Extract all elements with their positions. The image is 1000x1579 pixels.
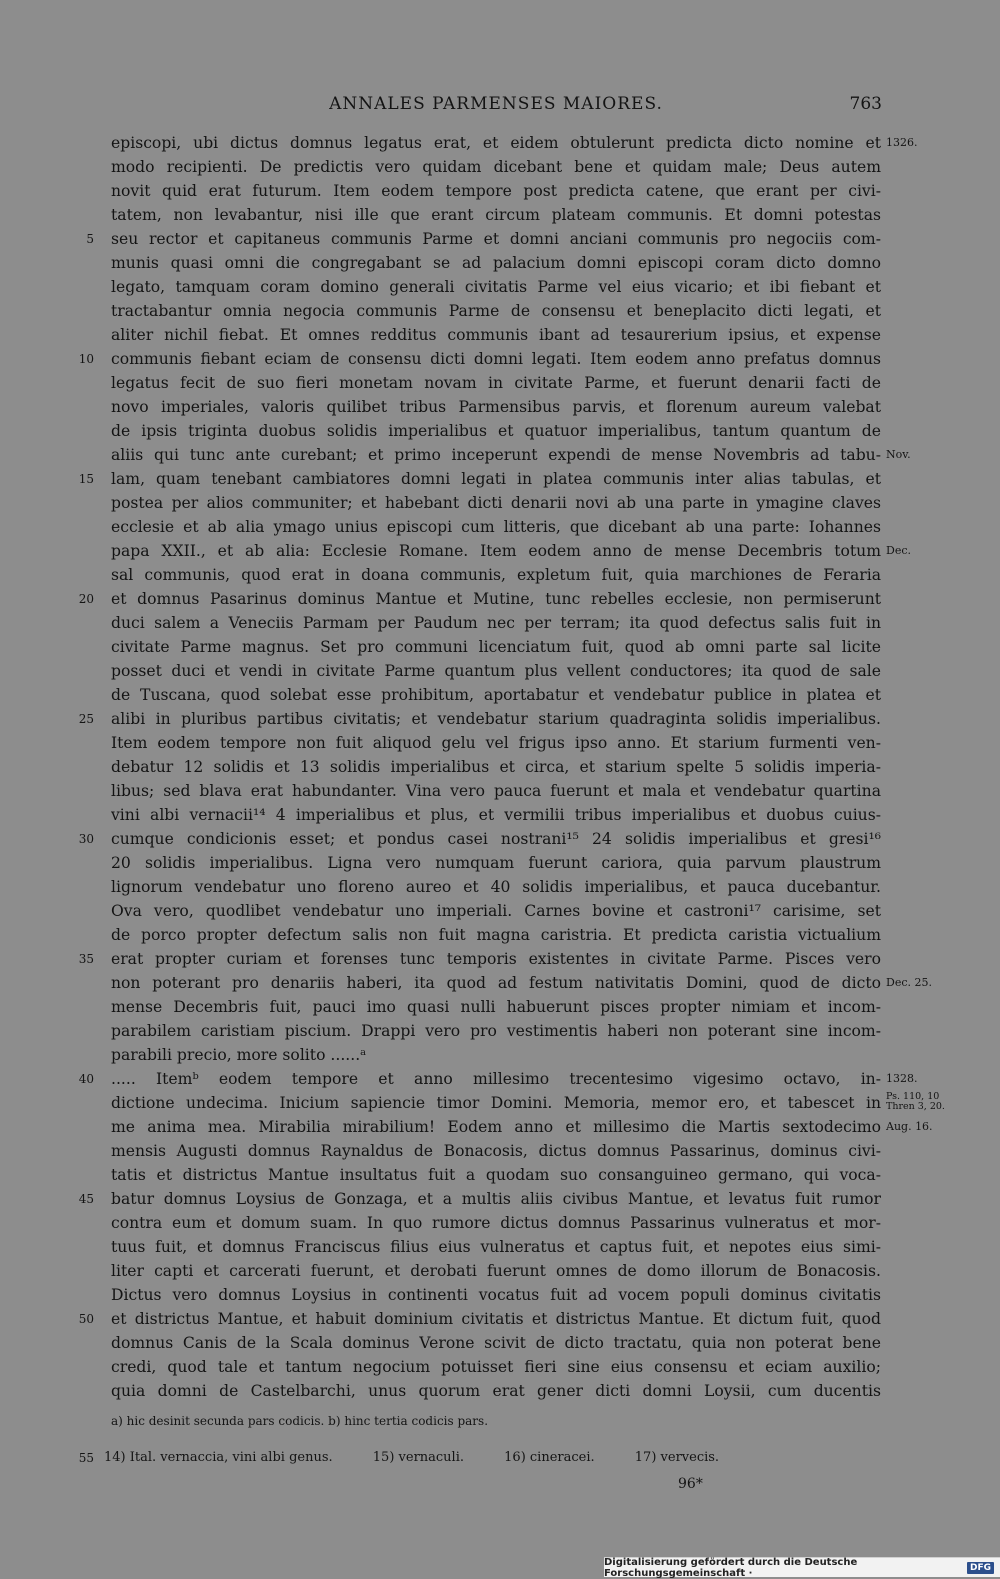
text-line <box>0 515 1000 539</box>
text-line <box>0 371 1000 395</box>
footnote-14: 14) Ital. vernaccia, vini albi genus. <box>104 1450 333 1465</box>
footnote-list <box>104 1448 755 1468</box>
text-line <box>0 851 1000 875</box>
line-text: et domnus Pasarinus dominus Mantue et Mutine, tunc rebelles ecclesie, non permiserunt <box>111 590 881 608</box>
line-text: papa XXII., et ab alia: Ecclesie Romane. Item eodem anno de mense Decembris totum <box>111 542 881 560</box>
text-line <box>0 971 1000 995</box>
line-number: 5 <box>86 232 94 246</box>
line-text: de Tuscana, quod solebat esse prohibitum, aportabatur et vendebatur publice in platea et <box>111 686 881 704</box>
text-line <box>0 227 1000 251</box>
margin-note-text: 1326. <box>886 136 918 149</box>
footer-text: Digitalisierung gefördert durch die Deutsche Forschungsgemeinschaft · <box>604 1556 858 1579</box>
line-text: sal communis, quod erat in doana communis, expletum fuit, quia marchiones de Feraria <box>111 566 881 584</box>
margin-note <box>886 971 966 995</box>
text-line <box>0 1043 1000 1067</box>
line-text: tatis et districtus Mantue insultatus fuit a quodam suo consanguineo germano, qui voca- <box>111 1166 881 1184</box>
text-line <box>0 563 1000 587</box>
text-line <box>0 347 1000 371</box>
text-line <box>0 251 1000 275</box>
line-text: communis fiebant eciam de consensu dicti domni legati. Item eodem anno prefatus domnus <box>111 350 881 368</box>
text-line <box>0 1235 1000 1259</box>
line-text: munis quasi omni die congregabant se ad palacium domni episcopi coram dicto domno <box>111 254 881 272</box>
line-text: libus; sed blava erat habundanter. Vina vero pauca fuerunt et mala et vendebatur quartina <box>111 782 881 800</box>
margin-note-text: Dec. <box>886 544 911 557</box>
text-line <box>0 827 1000 851</box>
text-line <box>0 131 1000 155</box>
text-line <box>0 611 1000 635</box>
text-line <box>0 1019 1000 1043</box>
line-text: posset duci et vendi in civitate Parme quantum plus vellent conductores; ita quod de sale <box>111 662 881 680</box>
text-line <box>0 1379 1000 1403</box>
line-number: 30 <box>78 832 94 846</box>
footnote-17: 17) vervecis. <box>634 1450 720 1465</box>
text-line <box>0 395 1000 419</box>
page-number: 763 <box>849 94 882 114</box>
footnote-16: 16) cineracei. <box>504 1450 595 1465</box>
line-text: postea per alios communiter; et habebant dicti denarii novi ab una parte in ymagine claves <box>111 494 881 512</box>
line-text: lignorum vendebatur uno floreno aureo et 40 solidis imperialibus, et pauca ducebantur. <box>111 878 881 896</box>
margin-note <box>886 1115 966 1139</box>
line-number: 25 <box>78 712 94 726</box>
text-line <box>0 467 1000 491</box>
text-line <box>0 1355 1000 1379</box>
line-text: Item eodem tempore non fuit aliquod gelu vel frigus ipso anno. Et starium furmenti ven- <box>111 734 881 752</box>
line-text: Ova vero, quodlibet vendebatur uno imperiali. Carnes bovine et castroni¹⁷ carisime, set <box>111 902 881 920</box>
footnote-15: 15) vernaculi. <box>372 1450 465 1465</box>
line-text: vini albi vernacii¹⁴ 4 imperialibus et plus, et vermilii tribus imperialibus et duobus cuius- <box>111 806 881 824</box>
text-line <box>0 587 1000 611</box>
line-number: 35 <box>78 952 94 966</box>
line-number: 15 <box>78 472 94 486</box>
margin-note-text: Thren 3, 20. <box>886 1100 945 1112</box>
line-text: parabilem caristiam piscium. Drappi vero pro vestimentis haberi non poterant sine incom- <box>111 1022 881 1040</box>
line-text: 20 solidis imperialibus. Ligna vero numquam fuerunt cariora, quia parvum plaustrum <box>111 854 881 872</box>
dfg-logo: DFG <box>967 1562 994 1574</box>
margin-note <box>886 539 966 563</box>
text-line <box>0 707 1000 731</box>
text-line <box>0 923 1000 947</box>
line-text: duci salem a Veneciis Parmam per Paudum nec per terram; ita quod defectus salis fuit in <box>111 614 881 632</box>
line-number: 20 <box>78 592 94 606</box>
text-line <box>0 1331 1000 1355</box>
margin-note-text: Nov. <box>886 448 911 461</box>
line-text: batur domnus Loysius de Gonzaga, et a multis aliis civibus Mantue, et levatus fuit rumor <box>111 1190 881 1208</box>
line-text: novo imperiales, valoris quilibet tribus Parmensibus parvis, et florenum aureum valebat <box>111 398 881 416</box>
line-text: parabili precio, more solito ......ᵃ <box>111 1046 367 1064</box>
line-text: aliis qui tunc ante curebant; et primo inceperunt expendi de mense Novembris ad tabu- <box>111 446 881 464</box>
line-text: erat propter curiam et forenses tunc temporis existentes in civitate Parme. Pisces vero <box>111 950 881 968</box>
line-text: dictione undecima. Inicium sapiencie timor Domini. Memoria, memor ero, et tabescet in <box>111 1094 881 1112</box>
line-text: tractabantur omnia negocia communis Parme de consensu et beneplacito dicti legati, et <box>111 302 881 320</box>
text-line <box>0 1139 1000 1163</box>
text-line <box>0 659 1000 683</box>
line-text: quia domni de Castelbarchi, unus quorum erat gener dicti domni Loysii, cum ducentis <box>111 1382 881 1400</box>
footnotes-letters: a) hic desinit secunda pars codicis. b) hinc tertia codicis pars. <box>111 1414 489 1428</box>
text-line <box>0 275 1000 299</box>
line-text: tuus fuit, et domnus Franciscus filius eius vulneratus et captus fuit, et nepotes eius simi- <box>111 1238 881 1256</box>
text-line <box>0 539 1000 563</box>
line-text: legato, tamquam coram domino generali civitatis Parme vel eius vicario; et ibi fiebant et <box>111 278 881 296</box>
line-number: 40 <box>78 1072 94 1086</box>
text-line <box>0 1115 1000 1139</box>
text-line <box>0 803 1000 827</box>
line-text: civitate Parme magnus. Set pro communi licenciatum fuit, quod ab omni parte sal licite <box>111 638 881 656</box>
text-line <box>0 1307 1000 1331</box>
line-text: de ipsis triginta duobus solidis imperialibus et quatuor imperialibus, tantum quantum de <box>111 422 881 440</box>
line-text: lam, quam tenebant cambiatores domni legati in platea communis inter alias tabulas, et <box>111 470 881 488</box>
line-text: modo recipienti. De predictis vero quidam dicebant bene et quidam male; Deus autem <box>111 158 881 176</box>
text-line <box>0 203 1000 227</box>
line-text: legatus fecit de suo fieri monetam novam in civitate Parme, et fuerunt denarii facti de <box>111 374 881 392</box>
line-text: domnus Canis de la Scala dominus Verone scivit de dicto tractatu, quia non poterat bene <box>111 1334 881 1352</box>
margin-note <box>886 1091 966 1111</box>
line-text: alibi in pluribus partibus civitatis; et vendebatur starium quadraginta solidis imperialibus. <box>111 710 881 728</box>
text-line <box>0 1091 1000 1115</box>
line-text: mense Decembris fuit, pauci imo quasi nulli habuerunt pisces propter nimiam et incom- <box>111 998 881 1016</box>
margin-note-text: 1328. <box>886 1072 918 1085</box>
text-line <box>0 1163 1000 1187</box>
text-line <box>0 995 1000 1019</box>
margin-note-text: Ps. 110, 10 <box>886 1091 940 1102</box>
text-line <box>0 1187 1000 1211</box>
body-text <box>0 131 1000 1403</box>
line-text: tatem, non levabantur, nisi ille que erant circum plateam communis. Et domni potestas <box>111 206 881 224</box>
line-text: ecclesie et ab alia ymago unius episcopi cum litteris, que dicebant ab una parte: Iohannes <box>111 518 881 536</box>
line-text: credi, quod tale et tantum negocium potuisset fieri sine eius consensu et eciam auxilio; <box>111 1358 881 1376</box>
margin-note <box>886 443 966 467</box>
line-text: et districtus Mantue, et habuit dominium civitatis et districtus Mantue. Et dictum fuit, quod <box>111 1310 881 1328</box>
margin-note <box>886 1067 966 1091</box>
text-line <box>0 635 1000 659</box>
signature-mark: 96* <box>678 1476 703 1492</box>
line-number: 10 <box>78 352 94 366</box>
line-text: cumque condicionis esset; et pondus casei nostrani¹⁵ 24 solidis imperialibus et gresi¹⁶ <box>111 830 881 848</box>
text-line <box>0 443 1000 467</box>
text-line <box>0 299 1000 323</box>
text-line <box>0 491 1000 515</box>
line-text: debatur 12 solidis et 13 solidis imperialibus et circa, et starium spelte 5 solidis imperia- <box>111 758 881 776</box>
line-text: seu rector et capitaneus communis Parme et domni anciani communis pro negociis com- <box>111 230 881 248</box>
text-line <box>0 179 1000 203</box>
text-line <box>0 875 1000 899</box>
text-line <box>0 1211 1000 1235</box>
line-text: contra eum et domum suam. In quo rumore dictus domnus Passarinus vulneratus et mor- <box>111 1214 881 1232</box>
line-number: 55 <box>78 1451 94 1465</box>
text-line <box>0 1067 1000 1091</box>
margin-note <box>886 131 966 155</box>
text-line <box>0 1283 1000 1307</box>
line-text: mensis Augusti domnus Raynaldus de Bonacosis, dictus domnus Passarinus, dominus civi- <box>111 1142 881 1160</box>
line-number: 50 <box>78 1312 94 1326</box>
text-line <box>0 755 1000 779</box>
line-text: de porco propter defectum salis non fuit magna caristria. Et predicta caristia victualium <box>111 926 881 944</box>
line-text: novit quid erat futurum. Item eodem tempore post predicta catene, que erant per civi- <box>111 182 881 200</box>
text-line <box>0 779 1000 803</box>
margin-note-text: Aug. 16. <box>886 1120 933 1133</box>
line-text: Dictus vero domnus Loysius in continenti vocatus fuit ad vocem populi dominus civitatis <box>111 1286 881 1304</box>
line-text: non poterant pro denariis haberi, ita quod ad festum nativitatis Domini, quod de dicto <box>111 974 881 992</box>
text-line <box>0 323 1000 347</box>
text-line <box>0 1259 1000 1283</box>
text-line <box>0 683 1000 707</box>
text-line <box>0 419 1000 443</box>
page-header <box>110 90 882 120</box>
line-number: 45 <box>78 1192 94 1206</box>
line-text: liter capti et carcerati fuerunt, et derobati fuerunt omnes de domo illorum de Bonacosis. <box>111 1262 881 1280</box>
footnotes-numbered <box>0 1448 1000 1468</box>
text-line <box>0 947 1000 971</box>
text-line <box>0 731 1000 755</box>
margin-note-text: Dec. 25. <box>886 976 932 989</box>
text-line <box>0 899 1000 923</box>
text-line <box>0 155 1000 179</box>
line-text: aliter nichil fiebat. Et omnes redditus communis ibant ad tesaurerium ipsius, et expense <box>111 326 881 344</box>
line-text: episcopi, ubi dictus domnus legatus erat, et eidem obtulerunt predicta dicto nomine et <box>111 134 881 152</box>
running-title: ANNALES PARMENSES MAIORES. <box>329 94 663 114</box>
digitization-footer <box>604 1557 1000 1577</box>
line-text: ..... Itemᵇ eodem tempore et anno millesimo trecentesimo vigesimo octavo, in- <box>111 1070 881 1088</box>
line-text: me anima mea. Mirabilia mirabilium! Eodem anno et millesimo die Martis sextodecimo <box>111 1118 881 1136</box>
